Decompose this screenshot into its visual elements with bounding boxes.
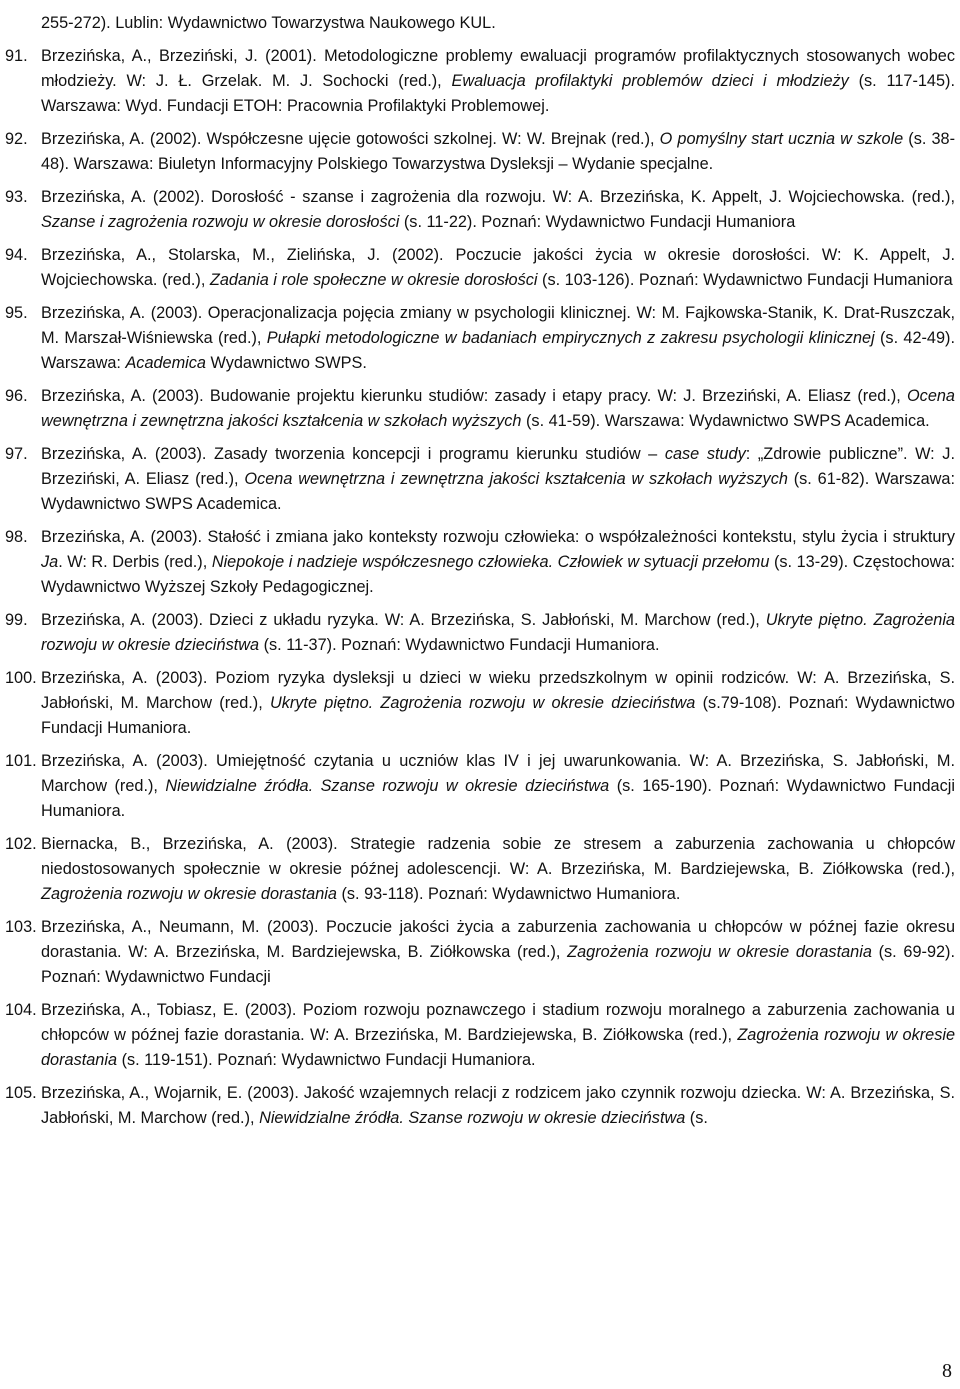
italic-title-segment: Zagrożenia rozwoju w okresie dorastania <box>41 1026 956 1069</box>
italic-title-segment: Pułapki metodologiczne w badaniach empirycznych z zakresu psychologii klinicznej <box>266 329 875 347</box>
text-segment: Brzezińska, A. (2003). Budowanie projektu kierunku studiów: zasady i etapy pracy. W: J. Brzeziński, A. Eliasz (red.), <box>41 387 908 405</box>
italic-title-segment: O pomyślny start ucznia w szkole <box>659 130 904 148</box>
entry-text <box>41 608 955 658</box>
entry-number: 97. <box>5 445 28 463</box>
italic-title-segment: Szanse i zagrożenia rozwoju w okresie dorosłości <box>41 213 400 231</box>
text-segment: (s. 38-48). Warszawa: Biuletyn Informacyjny Polskiego Towarzystwa Dysleksji – Wydanie specjalne. <box>41 130 956 173</box>
bibliography-entry <box>0 384 960 434</box>
entry-number: 92. <box>5 130 28 148</box>
italic-title-segment: Zagrożenia rozwoju w okresie dorastania <box>567 943 872 961</box>
italic-title-segment: Ukryte piętno. Zagrożenia rozwoju w okresie dzieciństwa <box>41 611 955 654</box>
entry-text <box>41 832 955 907</box>
text-segment: (s. 69-92). Poznań: Wydawnictwo Fundacji <box>41 943 955 986</box>
entry-text <box>41 525 955 600</box>
text-segment: (s.79-108). Poznań: Wydawnictwo Fundacji Humaniora. <box>41 694 955 737</box>
entry-text <box>41 666 955 741</box>
bibliography-entry <box>0 301 960 376</box>
text-segment: Brzezińska, A. (2003). Stałość i zmiana jako konteksty rozwoju człowieka: o współzależności kontekstu, stylu życia i struktury <box>41 528 955 546</box>
text-segment: (s. 11-37). Poznań: Wydawnictwo Fundacji Humaniora. <box>259 636 660 654</box>
italic-title-segment: Academica <box>125 354 206 372</box>
italic-title-segment: Niewidzialne źródła. Szanse rozwoju w okresie dzieciństwa <box>259 1109 686 1127</box>
bibliography-entry <box>0 832 960 907</box>
bibliography-entry <box>0 525 960 600</box>
entry-text <box>41 442 955 517</box>
entry-text <box>41 915 955 990</box>
text-segment: (s. 42-49). Warszawa: <box>41 329 955 372</box>
italic-title-segment: Ewaluacja profilaktyki problemów dzieci i młodzieży <box>451 72 849 90</box>
text-segment: Biernacka, B., Brzezińska, A. (2003). Strategie radzenia sobie ze stresem a zaburzenia zachowania u chłopców niedostosowanych społecznie w okresie późnej adolescencji. W: A. Brzezińska, M. Bardziejewska, B. Ziółkowska (red.), <box>41 835 955 878</box>
entry-text <box>41 44 955 119</box>
entry-number: 91. <box>5 47 28 65</box>
entry-text <box>41 998 955 1073</box>
text-segment: Wydawnictwo SWPS. <box>205 354 367 372</box>
entry-text <box>41 127 955 177</box>
text-segment: Brzezińska, A., Stolarska, M., Zielińska, J. (2002). Poczucie jakości życia w okresie dorosłości. W: K. Appelt, J. Wojciechowska. (red.), <box>41 246 955 289</box>
entry-number: 99. <box>5 611 28 629</box>
bibliography-entry <box>0 442 960 517</box>
text-segment: Brzezińska, A. (2003). Zasady tworzenia koncepcji i programu kierunku studiów – <box>41 445 665 463</box>
text-segment: Brzezińska, A., Wojarnik, E. (2003). Jakość wzajemnych relacji z rodzicem jako czynnik rozwoju dziecka. W: A. Brzezińska, S. Jabłoński, M. Marchow (red.), <box>41 1084 955 1127</box>
bibliography-entry <box>0 998 960 1073</box>
entry-number: 96. <box>5 387 28 405</box>
text-segment: Brzezińska, A. (2002). Dorosłość - szanse i zagrożenia dla rozwoju. W: A. Brzezińska, K. Appelt, J. Wojciechowska. (red.), <box>41 188 955 206</box>
text-segment: (s. 93-118). Poznań: Wydawnictwo Humaniora. <box>336 885 681 903</box>
italic-title-segment: case study <box>664 445 746 463</box>
italic-title-segment: Niepokoje i nadzieje współczesnego człowieka. Człowiek w sytuacji przełomu <box>211 553 770 571</box>
text-segment: : „Zdrowie publiczne”. W: J. Brzeziński, A. Eliasz (red.), <box>41 445 955 488</box>
bibliography-entry <box>0 608 960 658</box>
text-segment: Brzezińska, A. (2003). Umiejętność czytania u uczniów klas IV i jej uwarunkowania. W: A. Brzezińska, S. Jabłoński, M. Marchow (red.), <box>41 752 955 795</box>
bibliography-entry <box>0 915 960 990</box>
text-segment: Brzezińska, A. (2003). Operacjonalizacja pojęcia zmiany w psychologii klinicznej. W: M. Fajkowska-Stanik, K. Drat-Ruszczak, M. Marszał-Wiśniewska (red.), <box>41 304 955 347</box>
text-segment: Brzezińska, A. (2002). Współczesne ujęcie gotowości szkolnej. W: W. Brejnak (red.), <box>41 130 660 148</box>
text-segment: Brzezińska, A., Neumann, M. (2003). Poczucie jakości życia a zaburzenia zachowania u chłopców w późnej fazie okresu dorastania. W: A. Brzezińska, M. Bardziejewska, B. Ziółkowska (red.), <box>41 918 955 961</box>
italic-title-segment: Ja <box>41 553 59 571</box>
entry-number: 102. <box>5 835 37 853</box>
entry-text <box>41 749 955 824</box>
italic-title-segment: Niewidzialne źródła. Szanse rozwoju w okresie dzieciństwa <box>165 777 610 795</box>
text-segment: (s. <box>685 1109 708 1127</box>
entry-number: 100. <box>5 669 37 687</box>
entry-text <box>41 384 955 434</box>
bibliography-list <box>0 3 960 1131</box>
text-segment: (s. 41-59). Warszawa: Wydawnictwo SWPS Academica. <box>521 412 930 430</box>
entry-text <box>41 11 955 36</box>
entry-number: 101. <box>5 752 37 770</box>
text-segment: Brzezińska, A., Brzeziński, J. (2001). Metodologiczne problemy ewaluacji programów profilaktycznych stosowanych wobec młodzieży. W: J. Ł. Grzelak. M. J. Sochocki (red.), <box>41 47 955 90</box>
bibliography-entry <box>0 243 960 293</box>
text-segment: (s. 117-145). Warszawa: Wyd. Fundacji ETOH: Pracownia Profilaktyki Problemowej. <box>41 72 955 115</box>
text-segment: . W: R. Derbis (red.), <box>58 553 212 571</box>
entry-number: 93. <box>5 188 28 206</box>
entry-number: 95. <box>5 304 28 322</box>
italic-title-segment: Zadania i role społeczne w okresie dorosłości <box>209 271 538 289</box>
italic-title-segment: Ocena wewnętrzna i zewnętrzna jakości kształcenia w szkołach wyższych <box>41 387 955 430</box>
italic-title-segment: Zagrożenia rozwoju w okresie dorastania <box>41 885 337 903</box>
text-segment: 255-272). Lublin: Wydawnictwo Towarzystwa Naukowego KUL. <box>41 14 496 32</box>
entry-number: 98. <box>5 528 28 546</box>
text-segment: Brzezińska, A. (2003). Dzieci z układu ryzyka. W: A. Brzezińska, S. Jabłoński, M. Marchow (red.), <box>41 611 766 629</box>
bibliography-entry <box>0 11 960 36</box>
italic-title-segment: Ukryte piętno. Zagrożenia rozwoju w okresie dzieciństwa <box>269 694 696 712</box>
text-segment: Brzezińska, A. (2003). Poziom ryzyka dysleksji u dzieci w wieku przedszkolnym w opinii rodziców. W: A. Brzezińska, S. Jabłoński, M. Marchow (red.), <box>41 669 955 712</box>
text-segment: (s. 61-82). Warszawa: Wydawnictwo SWPS Academica. <box>41 470 955 513</box>
bibliography-entry <box>0 127 960 177</box>
text-segment: (s. 103-126). Poznań: Wydawnictwo Fundacji Humaniora <box>537 271 953 289</box>
text-segment: (s. 165-190). Poznań: Wydawnictwo Fundacji Humaniora. <box>41 777 955 820</box>
text-segment: (s. 13-29). Częstochowa: Wydawnictwo Wyższej Szkoły Pedagogicznej. <box>41 553 955 596</box>
bibliography-entry <box>0 185 960 235</box>
bibliography-entry <box>0 749 960 824</box>
bibliography-entry <box>0 44 960 119</box>
entry-number: 103. <box>5 918 37 936</box>
bibliography-entry <box>0 1081 960 1131</box>
entry-number: 104. <box>5 1001 37 1019</box>
text-segment: (s. 119-151). Poznań: Wydawnictwo Fundacji Humaniora. <box>117 1051 536 1069</box>
page-number: 8 <box>942 1360 952 1382</box>
text-segment: (s. 11-22). Poznań: Wydawnictwo Fundacji Humaniora <box>399 213 796 231</box>
entry-text <box>41 1081 955 1131</box>
entry-text <box>41 301 955 376</box>
entry-number: 105. <box>5 1084 37 1102</box>
entry-text <box>41 185 955 235</box>
entry-number: 94. <box>5 246 28 264</box>
italic-title-segment: Ocena wewnętrzna i zewnętrzna jakości kształcenia w szkołach wyższych <box>244 470 788 488</box>
text-segment: Brzezińska, A., Tobiasz, E. (2003). Poziom rozwoju poznawczego i stadium rozwoju moralnego a zaburzenia zachowania u chłopców w późnej fazie dorastania. W: A. Brzezińska, M. Bardziejewska, B. Ziółkowska (red.), <box>41 1001 955 1044</box>
entry-text <box>41 243 955 293</box>
bibliography-entry <box>0 666 960 741</box>
